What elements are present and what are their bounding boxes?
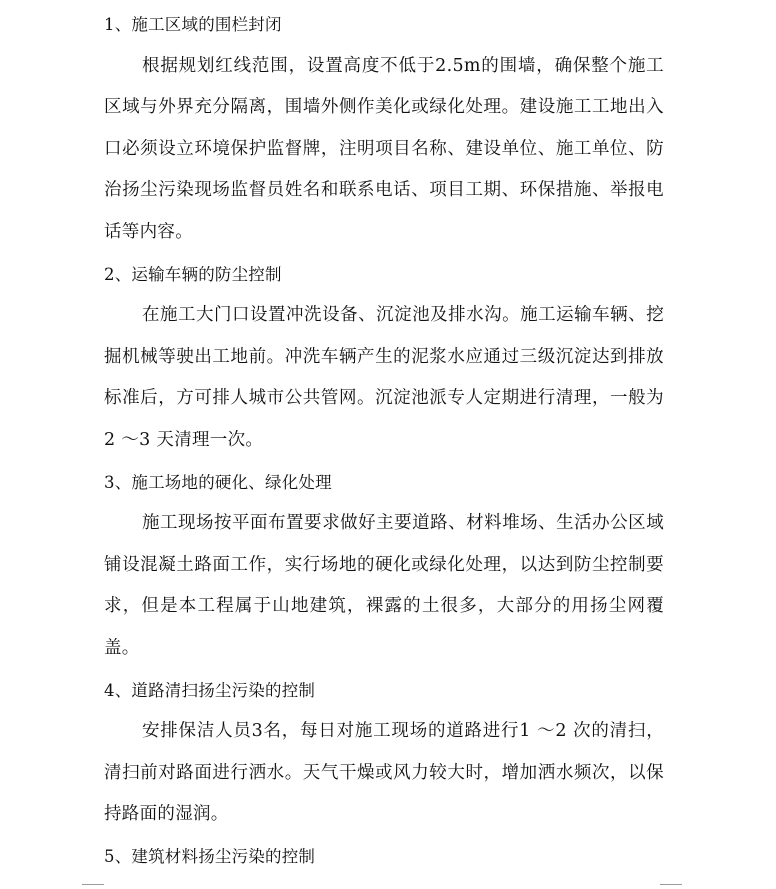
- section-2-paragraph: 在施工大门口设置冲洗设备、沉淀池及排水沟。施工运输车辆、挖掘机械等驶出工地前。冲洗车辆产生的泥浆水应通过三级沉淀达到排放标准后，方可排人城市公共管网。沉淀池派专人定期进行清理，一般为2 ～3 天清理一次。: [104, 305, 664, 450]
- section-3-heading: 3、施工场地的硬化、绿化处理: [104, 472, 332, 492]
- section-2-heading: 2、运输车辆的防尘控制: [104, 264, 282, 284]
- section-4-paragraph: 安排保洁人员3名，每日对施工现场的道路进行1 ～2 次的清扫，清扫前对路面进行洒水。天气干燥或风力较大时，增加洒水频次，以保持路面的湿润。: [104, 721, 664, 825]
- document-body: [104, 4, 664, 877]
- section-3-paragraph: 施工现场按平面布置要求做好主要道路、材料堆场、生活办公区域铺设混凝土路面工作，实行场地的硬化或绿化处理，以达到防尘控制要求，但是本工程属于山地建筑，裸露的土很多，大部分的用扬尘网覆盖。: [104, 513, 664, 658]
- section-1-paragraph: 根据规划红线范围，设置高度不低于2.5m的围墙，确保整个施工区域与外界充分隔离，围墙外侧作美化或绿化处理。建设施工工地出入口必须设立环境保护监督牌，注明项目名称、建设单位、施工单位、防治扬尘污染现场监督员姓名和联系电话、项目工期、环保措施、举报电话等内容。: [104, 55, 664, 242]
- section-5-heading: 5、建筑材料扬尘污染的控制: [104, 846, 316, 866]
- section-1-heading: 1、施工区域的围栏封闭: [104, 15, 282, 34]
- page-corner-mark-right: [660, 884, 682, 885]
- page-corner-mark-left: [82, 884, 104, 885]
- section-4-heading: 4、道路清扫扬尘污染的控制: [104, 680, 316, 700]
